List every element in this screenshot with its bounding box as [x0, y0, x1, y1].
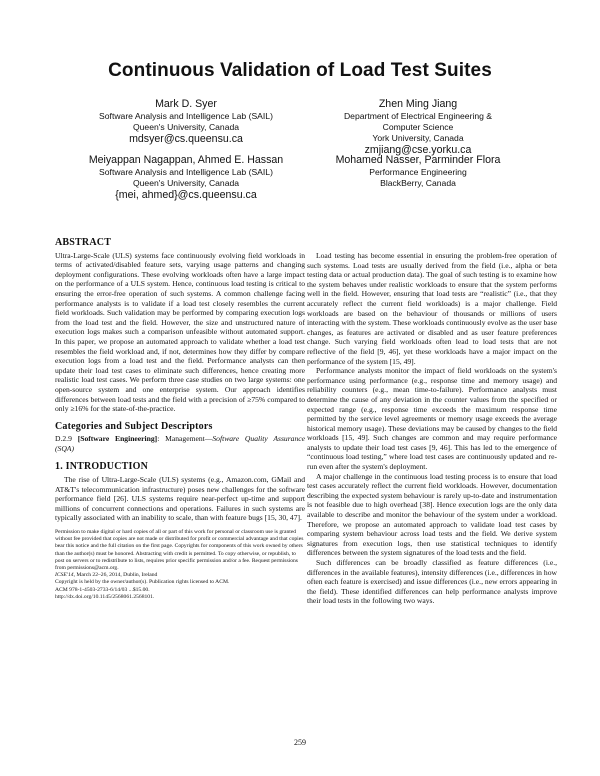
introduction-heading: 1. INTRODUCTION	[55, 461, 149, 473]
left-column	[55, 238, 305, 601]
author-affiliation: Computer Science	[382, 122, 454, 132]
ccs-topic: Software Quality Assurance (SQA)	[55, 434, 306, 453]
categories-heading: Categories and Subject Descriptors	[55, 420, 213, 432]
author-affiliation: Queen's University, Canada	[132, 122, 240, 132]
body-paragraph: Performance analysts monitor the impact of field workloads on the system's performance using performance (e.g., response time and memory usage) and reliability counters (e.g., mean time-to-failure). Performance analysts must determine the cause of any deviation in the counter values from the specified or expected range (e.g., response time exceeds the maximum response time permitted by the service level agreements or memory usage exceeds the average historical memory usage). These deviations may be caused by changes to the field workloads [15, 49]. Such changes are common and may require performance analysts to update their load test cases [9, 46]. This has led to the emergence of “continuous load testing,” where load test cases are continuously updated and re-run even after the system's deployment.	[307, 366, 557, 472]
author-block-syer	[56, 98, 316, 146]
author-block-jiang	[288, 98, 548, 157]
paper-title: Continuous Validation of Load Test Suites	[108, 60, 492, 81]
permission-notice	[55, 529, 305, 601]
introduction-paragraph: The rise of Ultra-Large-Scale (ULS) systems (e.g., Amazon.com, GMail and AT&T's telecommunication infrastructure) poses new challenges for the software performance field [26]. ULS systems require near-perfect up-time and support millions of concurrent connections and operations. Failures in such systems are typically associated with an inability to scale, than with feature bugs [15, 30, 47].	[55, 475, 305, 523]
body-paragraph: Load testing has become essential in ensuring the problem-free operation of such systems. Load tests are usually derived from the field (i.e., alpha or beta testing data or actual production data). The goal of such testing is to examine how the system behaves under realistic workloads to ensure that the system performs well in the field. However, ensuring that load tests are “realistic” (i.e., that they accurately reflect the current field workloads) is a major challenge. Field workloads are based on the behaviour of thousands or millions of users interacting with the system. These workloads continuously evolve as the user base changes, as features are activated or disabled and as user feature preferences change. Such varying field workloads often lead to load tests that are not reflective of the field [9, 46], yet these workloads have a major impact on the performance of the system [15, 49].	[307, 251, 557, 366]
author-name: Mohamed Nasser, Parminder Flora	[335, 154, 501, 166]
venue-name: ICSE'14,	[55, 572, 75, 579]
author-name: Mark D. Syer	[155, 98, 217, 110]
page-number: 259	[294, 738, 306, 747]
author-name: Zhen Ming Jiang	[378, 98, 458, 110]
author-name: Meiyappan Nagappan, Ahmed E. Hassan	[88, 154, 284, 166]
body-paragraph: A major challenge in the continuous load testing process is to ensure that load test cases accurately reflect the current field workloads. However, documentation describing the expected system behaviour is rarely up-to-date and instrumentation is not feasible due to high overhead [38]. Hence execution logs are the only data available to describe and monitor the behaviour of the system under a workload. Therefore, we propose an automated approach to validate load test cases by comparing system behaviour across load tests and the field. We derive system signatures from execution logs, then use statistical techniques to identify differences between the system signatures of the load tests and the field.	[307, 471, 557, 558]
author-block-nasser-flora	[288, 154, 548, 189]
author-affiliation: Performance Engineering	[369, 167, 467, 177]
categories-text	[55, 434, 305, 453]
author-affiliation: Software Analysis and Intelligence Lab (SAIL)	[99, 111, 273, 121]
ccs-subcategory: : Management—	[157, 434, 213, 444]
copyright-line: Copyright is held by the owner/author(s). Publication rights licensed to ACM.	[55, 579, 230, 586]
abstract-text: Ultra-Large-Scale (ULS) systems face continuously evolving field workloads in terms of activated/disabled feature sets, varying usage patterns and changing deployment configurations. These evolving workloads often have a large impact on the performance of a ULS system. Hence, continuous load testing is critical to ensuring the error-free operation of such systems. A common challenge facing performance analysts is to validate if a load test closely resembles the current field workloads. Such validation may be performed by comparing execution logs from the load test and the field. However, the size and unstructured nature of execution logs makes such a comparison unfeasible without automated support. In this paper, we propose an automated approach to validate whether a load test resembles the field workload and, if not, determines how they differ by compare execution logs from a load test and the field. Performance analysts can then update their load test cases to eliminate such differences, hence creating more realistic load test cases. We perform three case studies on two large systems: one open-source system and one enterprise system. Our approach identifies differences between load tests and the field with a precision of ≥75% compared to only ≥16% for the state-of-the-practice.	[55, 250, 305, 414]
right-column	[307, 251, 557, 606]
author-affiliation: York University, Canada	[372, 133, 464, 143]
author-email: {mei, ahmed}@cs.queensu.ca	[115, 189, 257, 201]
author-email: zmjiang@cse.yorku.ca	[364, 144, 472, 156]
permission-text: Permission to make digital or hard copies of all or part of this work for personal or classroom use is granted without fee provided that copies are not made or distributed for profit or commercial advantage and that copies bear this notice and the full citation on the first page. Copyrights for components of this work owned by others than the author(s) must be honored. Abstracting with credit is permitted. To copy otherwise, or republish, to post on servers or to redistribute to lists, requires prior specific permission and/or a fee. Request permissions from permissions@acm.org.	[55, 529, 304, 572]
doi-link[interactable]: http://dx.doi.org/10.1145/2568061.2568101.	[55, 593, 155, 600]
body-paragraph: Such differences can be broadly classified as feature differences (i.e., differences in the available features), intensity differences (i.e., differences in how often each feature is exercised) and issue differences (i.e., new errors appearing in the field). These identified differences can help performance analysts improve their load tests in the following two ways.	[307, 558, 557, 606]
isbn-line: ACM 978-1-4503-2733-6/14/03 ...$15.00.	[55, 586, 150, 593]
ccs-code: D.2.9	[55, 434, 78, 444]
author-affiliation: Department of Electrical Engineering &	[343, 111, 493, 121]
author-email: mdsyer@cs.queensu.ca	[129, 133, 243, 145]
venue-details: March 22–26, 2014, Dublin, Ireland	[75, 572, 158, 579]
author-affiliation: Queen's University, Canada	[132, 178, 240, 188]
author-affiliation: Software Analysis and Intelligence Lab (SAIL)	[99, 167, 273, 177]
abstract-heading: ABSTRACT	[55, 237, 112, 248]
author-block-nagappan-hassan	[56, 154, 316, 202]
ccs-category: [Software Engineering]	[77, 434, 158, 444]
author-affiliation: BlackBerry, Canada	[380, 178, 456, 188]
